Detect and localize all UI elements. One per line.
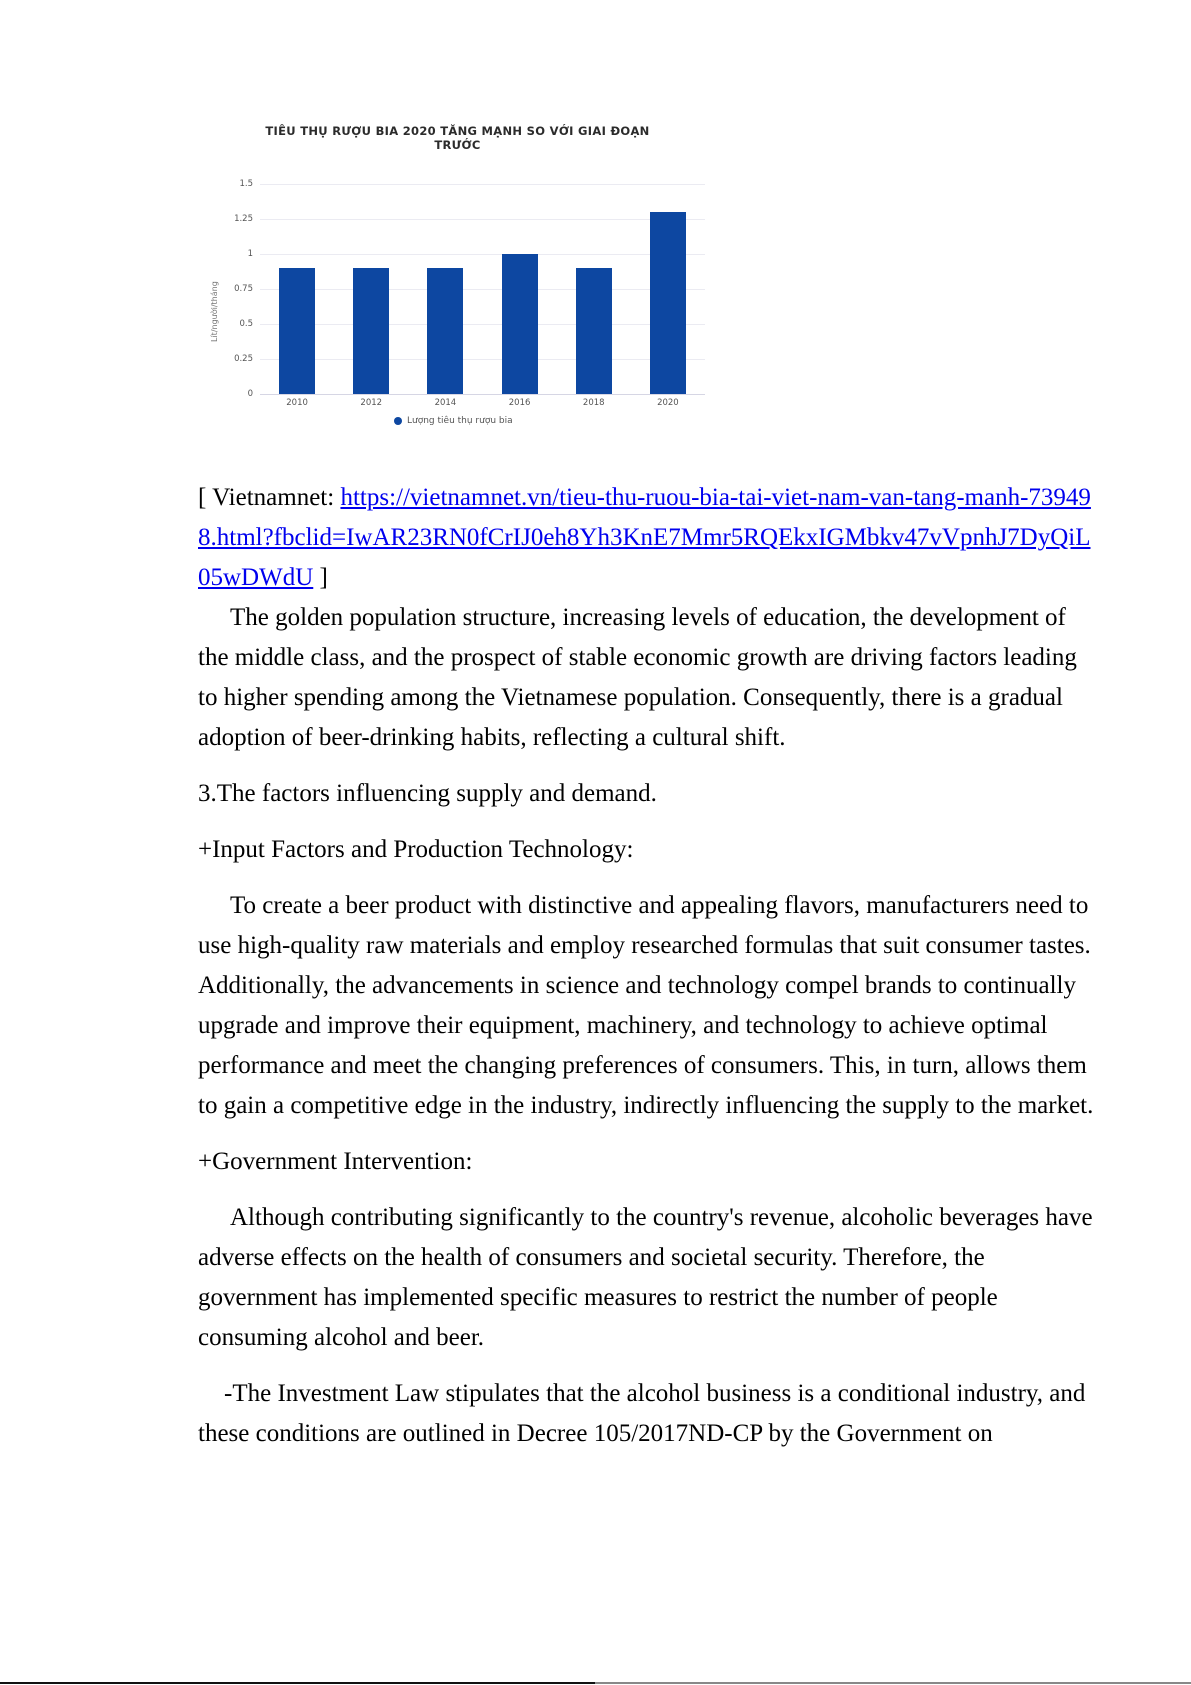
chart-title [200, 124, 715, 152]
gridline [260, 324, 705, 325]
y-tick-label: 1 [247, 249, 253, 259]
bar-2014 [427, 268, 463, 394]
section-heading-factors: 3.The factors influencing supply and demand. [198, 780, 657, 807]
legend-label: Lượng tiêu thụ rượu bia [407, 416, 513, 426]
gridline [260, 254, 705, 255]
bar-2016 [502, 254, 538, 394]
paragraph-investment-law: -The Investment Law stipulates that the alcohol business is a conditional industry, and these conditions are outlined in Decree 105/2017ND-CP by the Government on [198, 1380, 1086, 1447]
gridline [260, 219, 705, 220]
x-tick-label: 2018 [582, 398, 605, 408]
beer-consumption-chart [200, 110, 740, 440]
paragraph-golden-population: The golden population structure, increasing levels of education, the development of the middle class, and the prospect of stable economic growth are driving factors leading to higher spending among the Vietnamese population. Consequently, there is a gradual adoption of beer-drinking habits, reflecting a cultural shift. [198, 604, 1077, 751]
chart-title-line-1: TIÊU THỤ RƯỢU BIA 2020 TĂNG MẠNH SO VỚI GIAI ĐOẠN [265, 124, 650, 138]
legend-dot-icon [394, 417, 402, 425]
paragraph-input-factors: To create a beer product with distinctive and appealing flavors, manufacturers need to use high-quality raw materials and employ researched formulas that suit consumer tastes. Additionally, the advancements in science and technology compel brands to continually upgrade and improve their equipment, machinery, and technology to achieve optimal performance and meet the changing preferences of consumers. This, in turn, allows them to gain a competitive edge in the industry, indirectly influencing the supply to the market. [198, 892, 1094, 1119]
source-suffix: ] [313, 564, 328, 591]
gridline [260, 359, 705, 360]
subheading-input-factors: +Input Factors and Production Technology: [198, 836, 634, 863]
document-body [198, 478, 1102, 1454]
y-axis-label: Lít/người/tháng [210, 281, 219, 342]
source-link[interactable]: https://vietnamnet.vn/tieu-thu-ruou-bia-tai-viet-nam-van-tang-manh-739498.html?fbclid=IwAR23RN0fCrIJ0eh8Yh3KnE7Mmr5RQEkxIGMbkv47vVpnhJ7DyQiL05wDWdU [198, 484, 1091, 591]
chart-legend [394, 416, 513, 426]
y-tick-label: 0.25 [234, 354, 253, 364]
x-tick-label: 2020 [657, 398, 679, 408]
plot-area [234, 179, 705, 408]
page-bottom-rule [0, 1682, 1191, 1684]
x-tick-label: 2010 [286, 398, 308, 408]
source-prefix: [ Vietnamnet: [198, 484, 341, 511]
y-tick-label: 0.5 [239, 319, 253, 329]
chart-title-line-2: TRƯỚC [434, 138, 481, 152]
bar-2018 [576, 268, 612, 394]
gridline [260, 289, 705, 290]
y-tick-label: 1.5 [239, 179, 253, 189]
bar-2012 [353, 268, 389, 394]
source-citation [198, 478, 1102, 598]
x-tick-label: 2012 [360, 398, 383, 408]
x-tick-label: 2014 [434, 398, 457, 408]
y-axis-label-wrap [208, 238, 220, 342]
bar-2020 [650, 212, 686, 394]
y-tick-label: 0.75 [234, 284, 253, 294]
subheading-government-intervention: +Government Intervention: [198, 1148, 473, 1175]
gridline [260, 394, 705, 395]
paragraph-government-intervention: Although contributing significantly to the country's revenue, alcoholic beverages have adverse effects on the health of consumers and societal security. Therefore, the government has implemented specific measures to restrict the number of people consuming alcohol and beer. [198, 1204, 1093, 1351]
y-tick-label: 1.25 [234, 214, 253, 224]
x-tick-label: 2016 [508, 398, 531, 408]
bar-2010 [279, 268, 315, 394]
gridline [260, 184, 705, 185]
y-tick-label: 0 [247, 389, 253, 399]
